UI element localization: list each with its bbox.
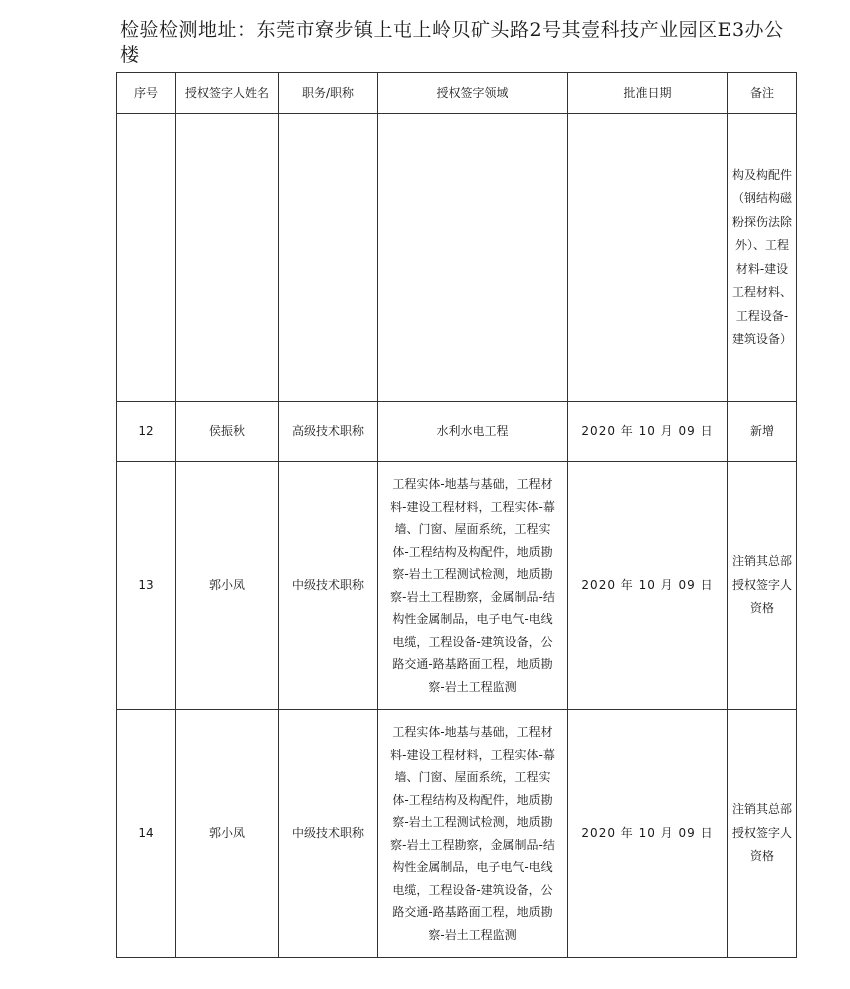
col-header-title: 职务/职称 <box>279 73 378 114</box>
cell-title: 中级技术职称 <box>279 710 378 958</box>
cell-date: 2020 年 10 月 09 日 <box>568 402 728 462</box>
table-row-continuation <box>117 114 797 402</box>
col-header-date: 批准日期 <box>568 73 728 114</box>
col-header-name <box>176 73 279 114</box>
col-header-name-text: 授权签字人姓名 <box>185 86 270 100</box>
cell-name: 侯振秋 <box>176 402 279 462</box>
continuation-note: 构及构配件（钢结构磁粉探伤法除外）、工程材料-建设工程材料、工程设备-建筑设备） <box>732 167 793 346</box>
cell-empty <box>176 114 279 402</box>
cell-note: 新增 <box>728 402 797 462</box>
cell-seq: 12 <box>117 402 176 462</box>
cell-empty <box>378 114 568 402</box>
table-row <box>117 462 797 710</box>
cell-date: 2020 年 10 月 09 日 <box>568 462 728 710</box>
table-header-row <box>117 73 797 114</box>
col-header-seq: 序号 <box>117 73 176 114</box>
note-text: 注销其总部授权签字人资格 <box>732 802 793 864</box>
cell-field: 水利水电工程 <box>378 402 568 462</box>
cell-empty <box>117 114 176 402</box>
cell-name: 郭小凤 <box>176 462 279 710</box>
cell-title: 中级技术职称 <box>279 462 378 710</box>
cell-title: 高级技术职称 <box>279 402 378 462</box>
cell-empty <box>279 114 378 402</box>
cell-note <box>728 710 797 958</box>
address-header: 检验检测地址：东莞市寮步镇上屯上岭贝矿头路2号其壹科技产业园区E3办公楼 <box>120 19 784 66</box>
cell-seq: 14 <box>117 710 176 958</box>
note-text: 注销其总部授权签字人资格 <box>732 554 793 616</box>
signatory-table <box>116 72 797 958</box>
cell-note <box>728 114 797 402</box>
cell-note <box>728 462 797 710</box>
cell-seq: 13 <box>117 462 176 710</box>
table-row <box>117 710 797 958</box>
cell-empty <box>568 114 728 402</box>
cell-field <box>378 462 568 710</box>
cell-name: 郭小凤 <box>176 710 279 958</box>
col-header-note: 备注 <box>728 73 797 114</box>
field-text: 工程实体-地基与基础，工程材料-建设工程材料，工程实体-幕墙、门窗、屋面系统，工程实体-工程结构及构配件，地质勘察-岩土工程测试检测，地质勘察-岩土工程勘察，金属制品-结构性金属制品，电子电气-电线电缆，工程设备-建筑设备，公路交通-路基路面工程，地质勘察-岩土工程监测 <box>390 725 555 942</box>
col-header-field: 授权签字领域 <box>378 73 568 114</box>
cell-field <box>378 710 568 958</box>
field-text: 工程实体-地基与基础，工程材料-建设工程材料，工程实体-幕墙、门窗、屋面系统，工程实体-工程结构及构配件，地质勘察-岩土工程测试检测，地质勘察-岩土工程勘察，金属制品-结构性金属制品，电子电气-电线电缆，工程设备-建筑设备，公路交通-路基路面工程，地质勘察-岩土工程监测 <box>390 477 555 694</box>
cell-date: 2020 年 10 月 09 日 <box>568 710 728 958</box>
table-row <box>117 402 797 462</box>
